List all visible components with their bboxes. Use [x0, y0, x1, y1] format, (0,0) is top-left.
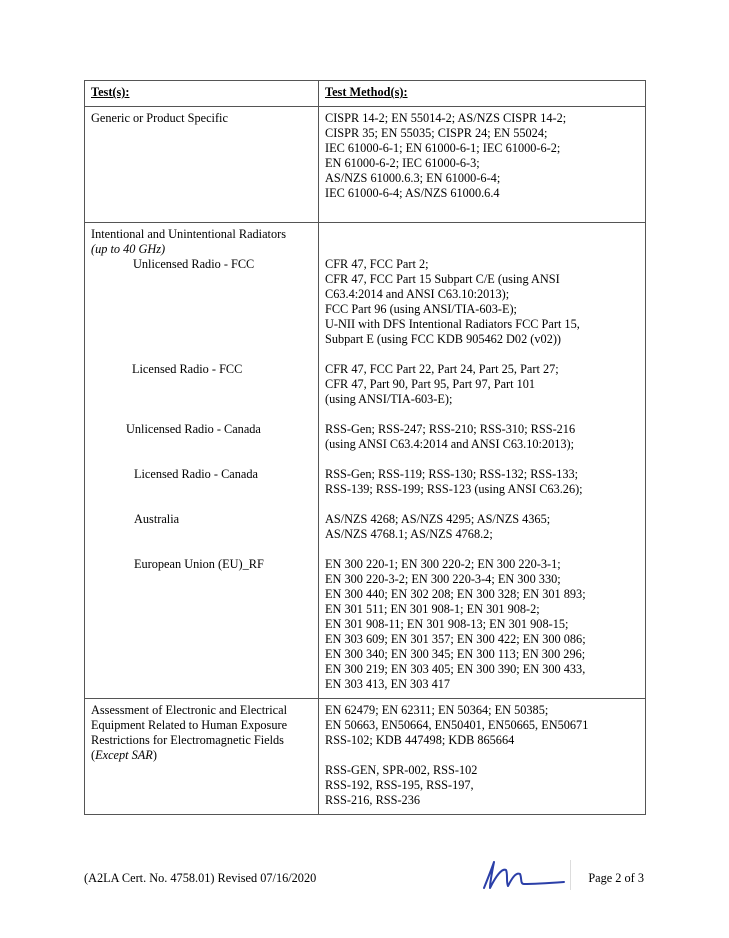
exposure-note-close: )	[152, 748, 157, 762]
method-line: Subpart E (using FCC KDB 905462 D02 (v02))	[325, 332, 562, 346]
exposure-note-text: Except SAR	[95, 748, 153, 762]
method-line: CFR 47, FCC Part 22, Part 24, Part 25, Part 27;	[325, 362, 559, 376]
method-line: EN 300 219; EN 303 405; EN 300 390; EN 300 433,	[325, 662, 586, 676]
method-line: RSS-GEN, SPR-002, RSS-102	[325, 763, 478, 777]
method-line: IEC 61000-6-1; EN 61000-6-1; IEC 61000-6-2;	[325, 141, 561, 155]
methods-header-cell	[319, 81, 645, 106]
method-line: EN 62479; EN 62311; EN 50364; EN 50385;	[325, 703, 549, 717]
generic-methods-cell	[319, 107, 645, 222]
method-line: AS/NZS 61000.6.3; EN 61000-6-4;	[325, 171, 501, 185]
method-line: EN 300 220-3-2; EN 300 220-3-4; EN 300 330;	[325, 572, 561, 586]
method-line: EN 303 609; EN 301 357; EN 300 422; EN 300 086;	[325, 632, 586, 646]
page-number: Page 2 of 3	[588, 871, 644, 885]
group-label-eu-rf: European Union (EU)_RF	[134, 557, 264, 571]
method-line: RSS-102; KDB 447498; KDB 865664	[325, 733, 515, 747]
radiators-row	[85, 222, 645, 698]
table-header-row	[85, 81, 645, 106]
scope-table	[84, 80, 646, 815]
method-line: (using ANSI/TIA-603-E);	[325, 392, 453, 406]
footer-divider	[570, 860, 571, 890]
group-label-unlicensed-canada: Unlicensed Radio - Canada	[126, 422, 261, 436]
method-line: CISPR 14-2; EN 55014-2; AS/NZS CISPR 14-2;	[325, 111, 567, 125]
method-line: RSS-Gen; RSS-247; RSS-210; RSS-310; RSS-216	[325, 422, 576, 436]
radiators-methods-cell	[319, 223, 645, 698]
method-line: RSS-Gen; RSS-119; RSS-130; RSS-132; RSS-133;	[325, 467, 579, 481]
method-line: AS/NZS 4268; AS/NZS 4295; AS/NZS 4365;	[325, 512, 551, 526]
method-line: RSS-192, RSS-195, RSS-197,	[325, 778, 474, 792]
method-line: EN 300 220-1; EN 300 220-2; EN 300 220-3-1;	[325, 557, 561, 571]
method-line: EN 301 908-11; EN 301 908-13; EN 301 908-15;	[325, 617, 569, 631]
exposure-label-cell	[85, 699, 319, 814]
signature-icon	[478, 858, 568, 892]
group-label-licensed-fcc: Licensed Radio - FCC	[132, 362, 243, 376]
exposure-label-note	[91, 748, 312, 763]
methods-header: Test Method(s):	[325, 85, 408, 99]
method-line: EN 50663, EN50664, EN50401, EN50665, EN50671	[325, 718, 589, 732]
method-line: IEC 61000-6-4; AS/NZS 61000.6.4	[325, 186, 500, 200]
generic-label-cell	[85, 107, 319, 222]
radiators-frequency-note: (up to 40 GHz)	[91, 242, 166, 256]
exposure-note-open: (	[91, 748, 96, 762]
method-line: U-NII with DFS Intentional Radiators FCC Part 15,	[325, 317, 580, 331]
exposure-methods-cell	[319, 699, 645, 814]
exposure-label-line: Restrictions for Electromagnetic Fields	[91, 733, 284, 747]
group-label-licensed-canada: Licensed Radio - Canada	[134, 467, 258, 481]
method-line: CFR 47, FCC Part 15 Subpart C/E (using ANSI	[325, 272, 560, 286]
method-line: EN 300 340; EN 300 345; EN 300 113; EN 300 296;	[325, 647, 586, 661]
exposure-label-line: Assessment of Electronic and Electrical	[91, 703, 287, 717]
radiators-label-cell	[85, 223, 319, 698]
method-line: AS/NZS 4768.1; AS/NZS 4768.2;	[325, 527, 493, 541]
method-line: RSS-139; RSS-199; RSS-123 (using ANSI C63.26);	[325, 482, 583, 496]
cert-footer: (A2LA Cert. No. 4758.01) Revised 07/16/2020	[84, 871, 317, 885]
exposure-row	[85, 698, 645, 814]
method-line: (using ANSI C63.4:2014 and ANSI C63.10:2013);	[325, 437, 575, 451]
generic-label: Generic or Product Specific	[91, 111, 228, 125]
method-line: EN 303 413, EN 303 417	[325, 677, 451, 691]
method-line: EN 61000-6-2; IEC 61000-6-3;	[325, 156, 480, 170]
method-line: CFR 47, Part 90, Part 95, Part 97, Part 101	[325, 377, 536, 391]
generic-row	[85, 106, 645, 222]
method-line: CISPR 35; EN 55035; CISPR 24; EN 55024;	[325, 126, 548, 140]
method-line: EN 301 511; EN 301 908-1; EN 301 908-2;	[325, 602, 540, 616]
method-line: RSS-216, RSS-236	[325, 793, 420, 807]
method-line: C63.4:2014 and ANSI C63.10:2013);	[325, 287, 510, 301]
method-line: CFR 47, FCC Part 2;	[325, 257, 429, 271]
method-line: FCC Part 96 (using ANSI/TIA-603-E);	[325, 302, 517, 316]
tests-header-cell	[85, 81, 319, 106]
radiators-label: Intentional and Unintentional Radiators	[91, 227, 286, 241]
tests-header: Test(s):	[91, 85, 130, 99]
method-line: EN 300 440; EN 302 208; EN 300 328; EN 301 893;	[325, 587, 586, 601]
exposure-label-line: Equipment Related to Human Exposure	[91, 718, 288, 732]
group-label-australia: Australia	[134, 512, 180, 526]
group-label-unlicensed-fcc: Unlicensed Radio - FCC	[133, 257, 255, 271]
